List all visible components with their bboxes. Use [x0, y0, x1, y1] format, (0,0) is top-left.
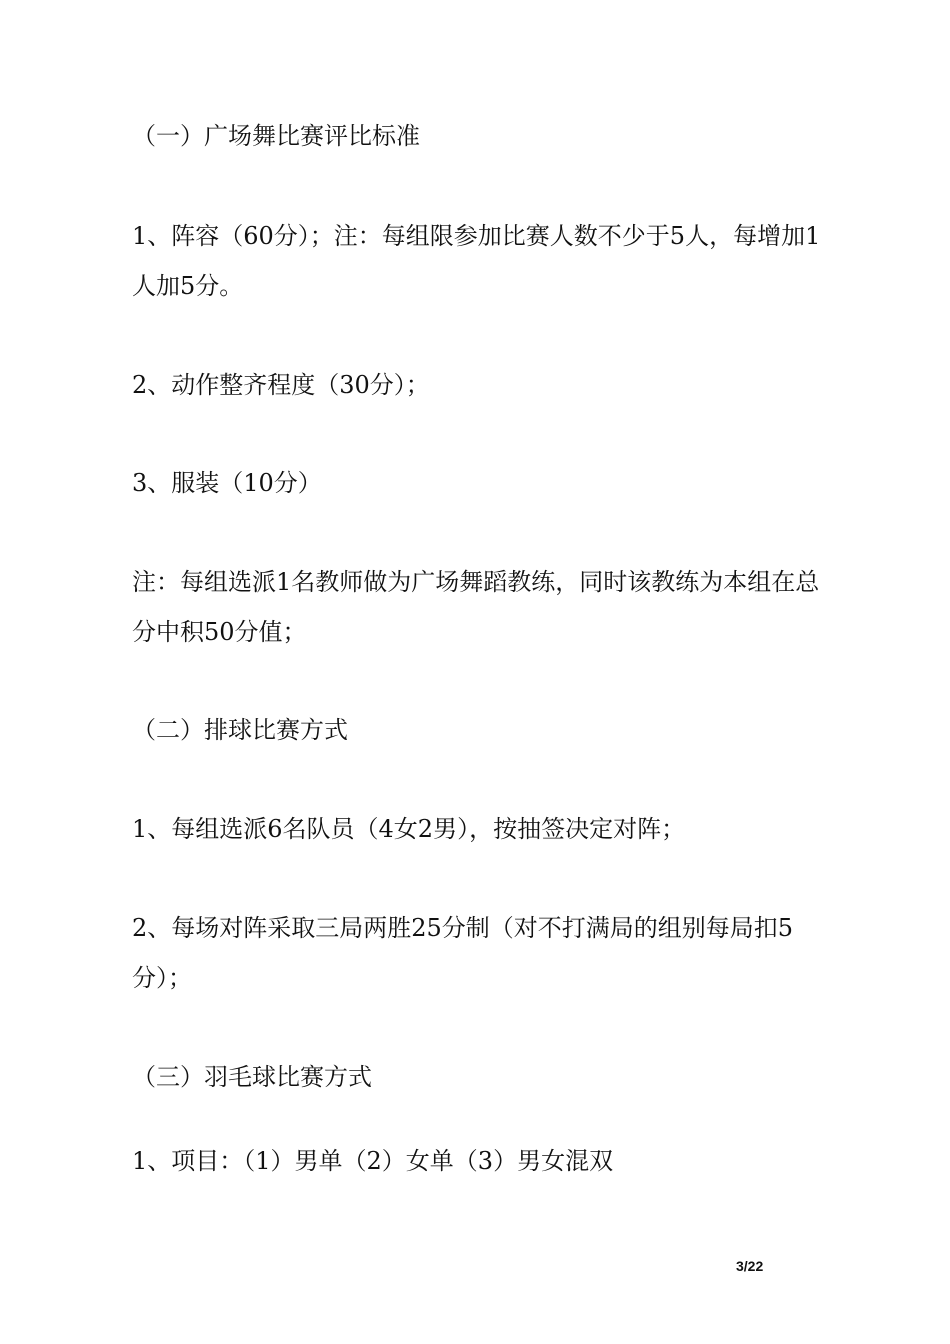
paragraph-volleyball-team: 1、每组选派6名队员（4女2男），按抽签决定对阵；	[132, 815, 686, 843]
section-heading-volleyball: （二）排球比赛方式	[132, 716, 348, 744]
paragraph-uniformity: 2、动作整齐程度（30分）；	[132, 371, 430, 399]
paragraph-badminton-events: 1、项目：（1）男单（2）女单（3）男女混双	[132, 1147, 614, 1175]
section-heading-badminton: （三）羽毛球比赛方式	[132, 1063, 372, 1091]
section-heading-square-dance: （一）广场舞比赛评比标准	[132, 122, 420, 150]
paragraph-costume: 3、服装（10分）	[132, 469, 322, 497]
paragraph-lineup: 1、阵容（60分）；注：每组限参加比赛人数不少于5人，每增加1人加5分。	[132, 222, 821, 300]
paragraph-coach-note: 注：每组选派1名教师做为广场舞蹈教练，同时该教练为本组在总分中积50分值；	[132, 568, 820, 646]
paragraph-volleyball-format: 2、每场对阵采取三局两胜25分制（对不打满局的组别每局扣5分）；	[132, 914, 794, 992]
page-number: 3/22	[736, 1258, 764, 1274]
